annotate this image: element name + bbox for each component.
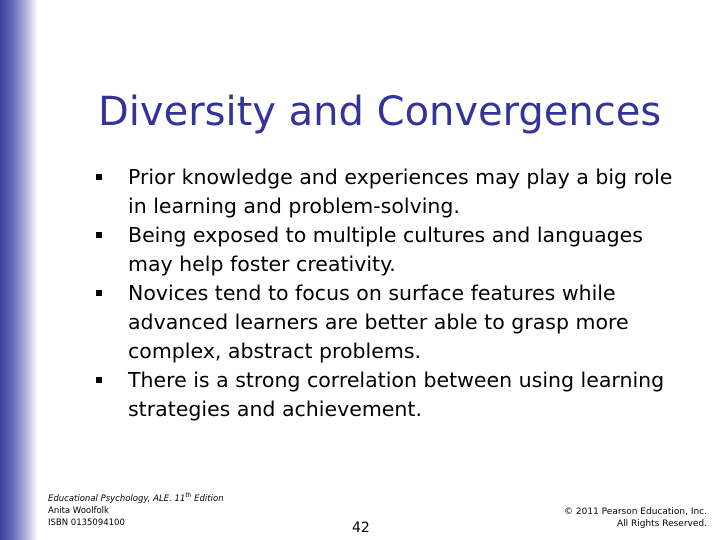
book-title-prefix: Educational Psychology, ALE. 11 <box>48 493 186 504</box>
slide-title: Diversity and Convergences <box>98 89 662 135</box>
bullet-item <box>96 279 696 366</box>
bullet-list <box>96 163 696 424</box>
bullet-text: Novices tend to focus on surface features while advanced learners are better able to grasp more complex, abstract problems. <box>128 281 629 363</box>
footer-copyright <box>564 506 707 530</box>
rights-line: All Rights Reserved. <box>616 519 707 529</box>
bullet-item <box>96 221 696 279</box>
bullet-item <box>96 163 696 221</box>
bullet-item <box>96 366 696 424</box>
square-bullet-icon <box>96 290 102 296</box>
square-bullet-icon <box>96 377 102 383</box>
bullet-text: There is a strong correlation between using learning strategies and achievement. <box>128 368 665 421</box>
edition-suffix: Edition <box>191 493 224 504</box>
bullet-text: Prior knowledge and experiences may play a big role in learning and problem-solving. <box>128 165 673 218</box>
decorative-side-bar <box>0 0 38 540</box>
bullet-text: Being exposed to multiple cultures and languages may help foster creativity. <box>128 223 643 276</box>
square-bullet-icon <box>96 174 102 180</box>
footer-book-title <box>48 490 224 505</box>
edition-superscript: th <box>185 492 192 499</box>
footer-isbn: ISBN 0135094100 <box>48 517 125 528</box>
copyright-line: © 2011 Pearson Education, Inc. <box>564 507 707 517</box>
footer-author: Anita Woolfolk <box>48 505 109 516</box>
page-number: 42 <box>352 520 370 536</box>
square-bullet-icon <box>96 232 102 238</box>
footer-book-info <box>48 490 224 529</box>
